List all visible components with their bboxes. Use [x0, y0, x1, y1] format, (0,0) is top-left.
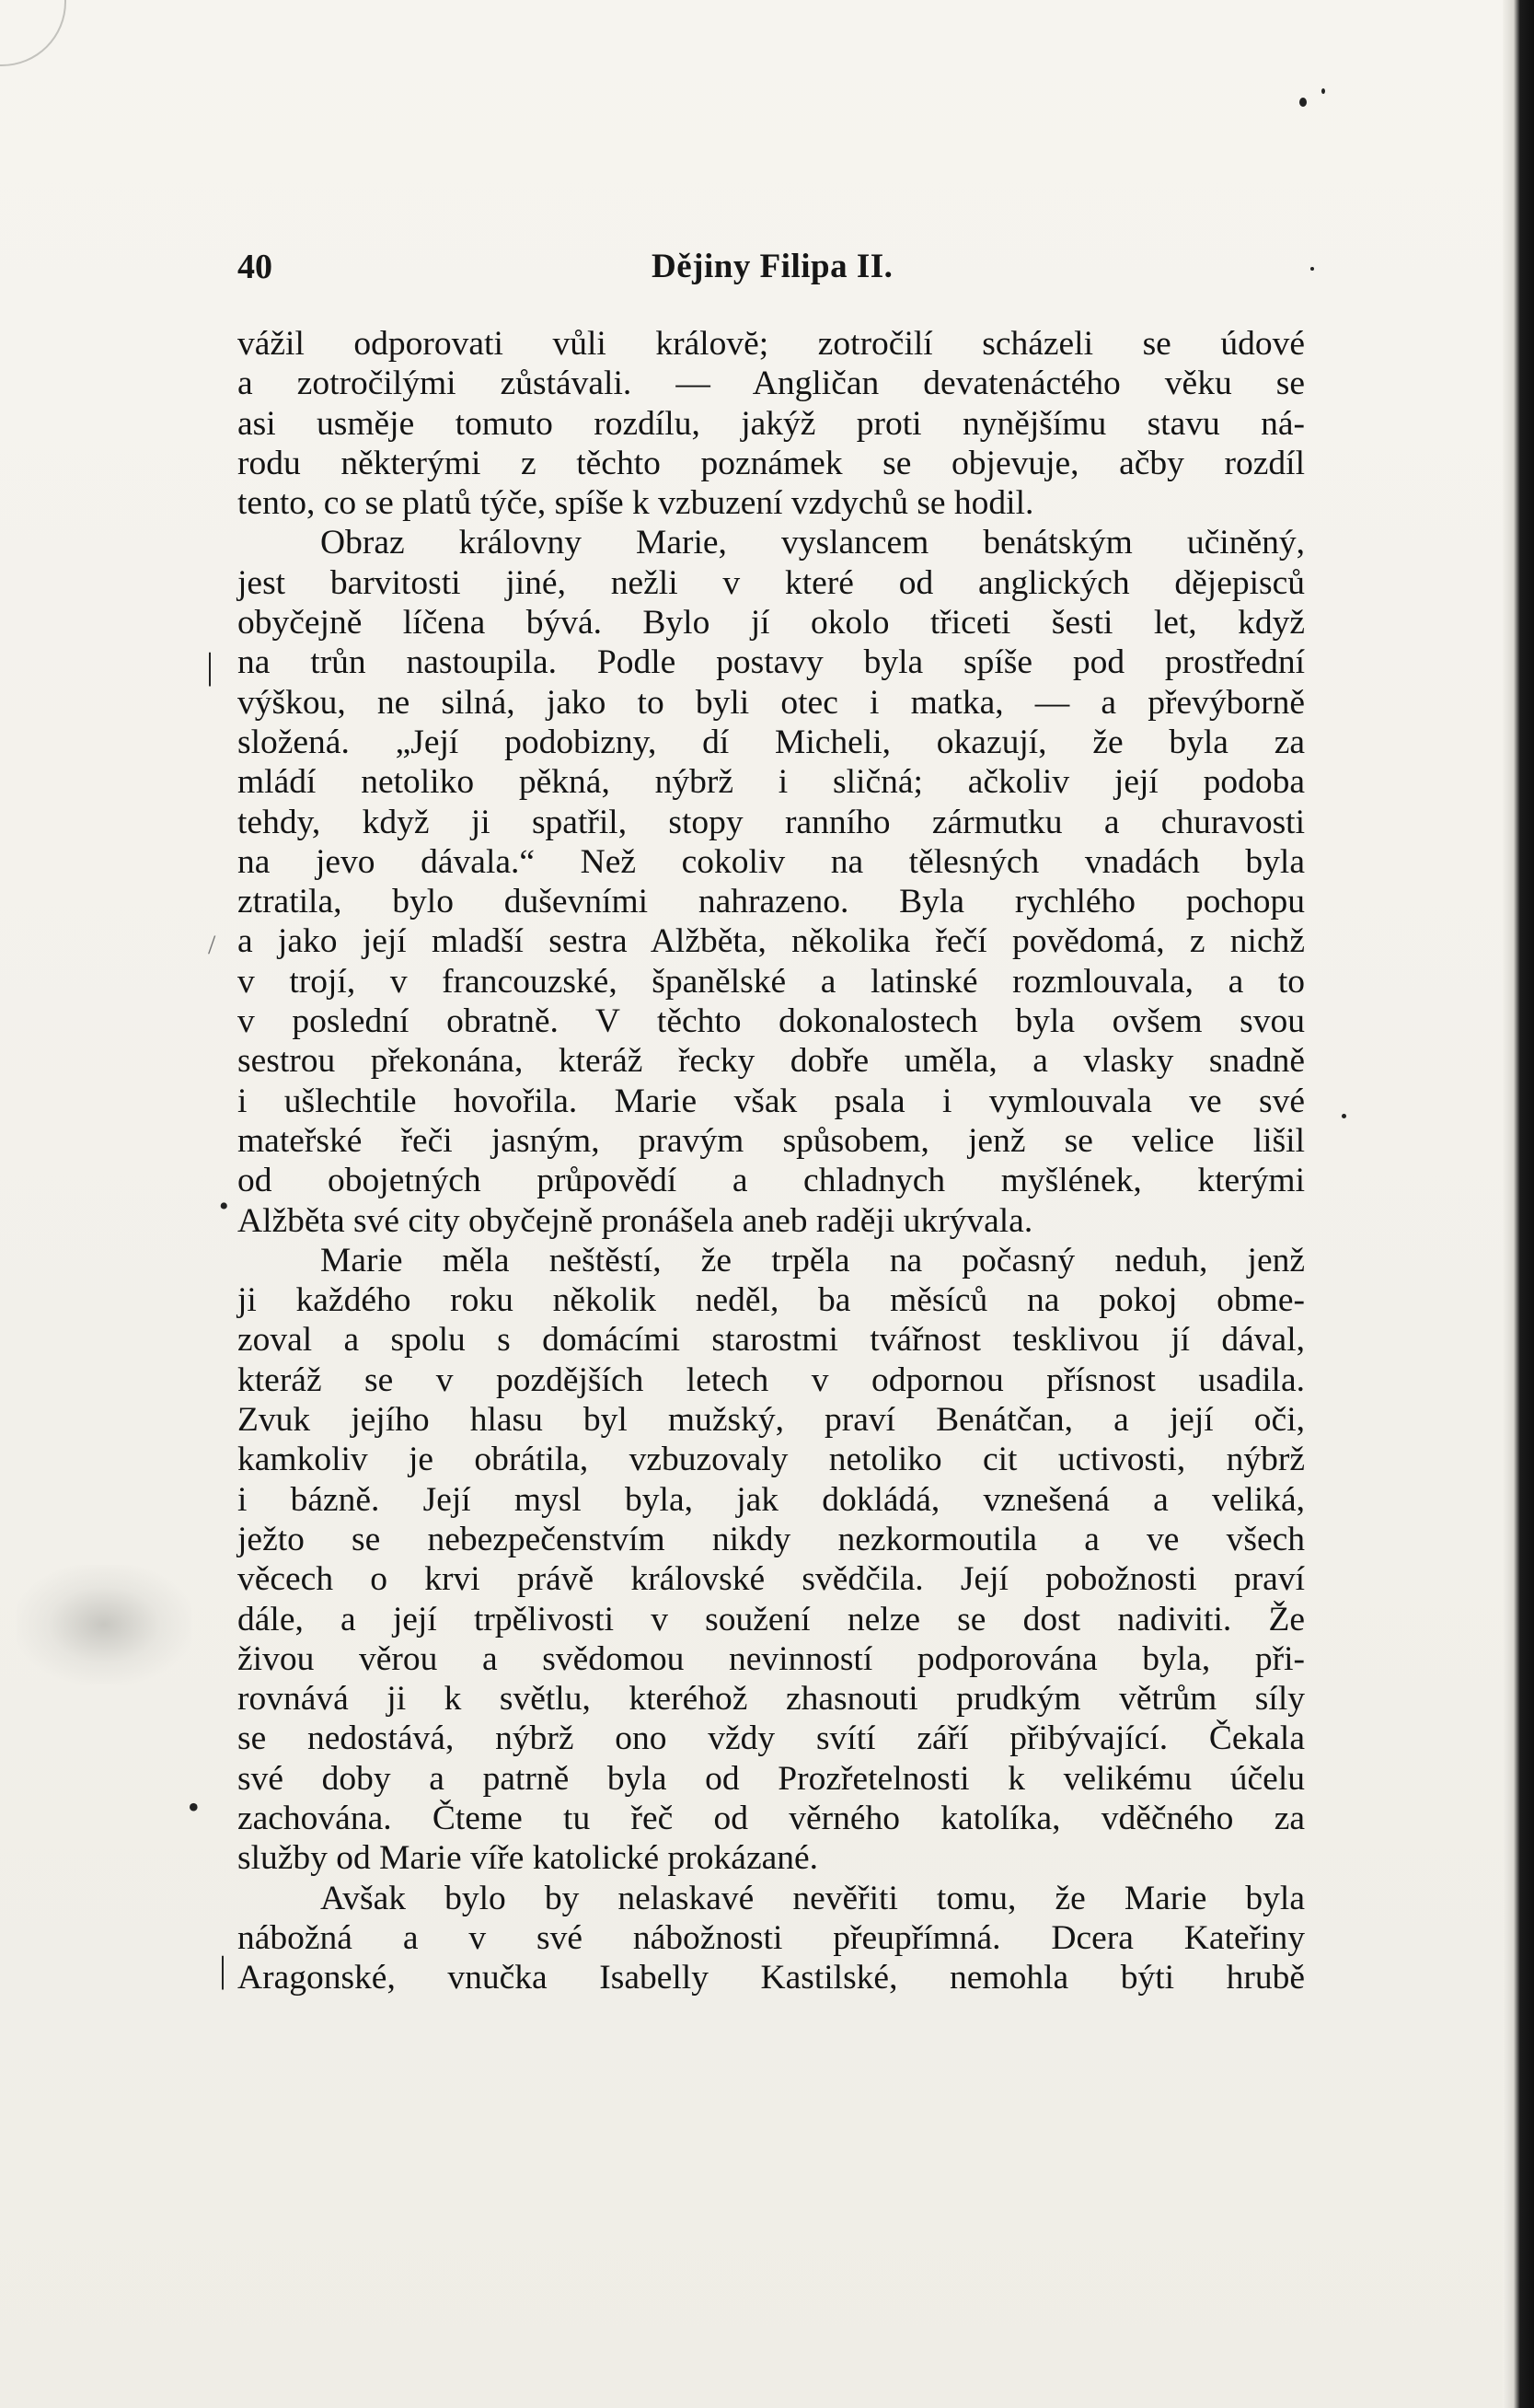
text-line: i bázně. Její mysl byla, jak dokládá, vznešená a veliká, — [237, 1480, 1305, 1519]
text-line: složená. „Její podobizny, dí Micheli, okazují, že byla za — [237, 723, 1305, 761]
margin-tick: | — [206, 645, 214, 687]
margin-bracket: | — [219, 1949, 227, 1990]
scan-smudge — [17, 1565, 191, 1684]
ink-speck — [1321, 88, 1325, 94]
text-line: v trojí, v francouzské, španělské a latinské rozmlouvala, a to — [237, 962, 1305, 1001]
text-line: tento, co se platů týče, spíše k vzbuzení vzdychů se hodil. — [237, 484, 1034, 523]
ink-speck — [1310, 267, 1314, 271]
text-line: nábožná a v své nábožnosti přeupřímná. Dcera Kateřiny — [237, 1918, 1305, 1957]
text-line: na trůn nastoupila. Podle postavy byla spíše pod prostřední — [237, 643, 1305, 682]
text-line: rovnává ji k světlu, kteréhož zhasnouti prudkým větrům síly — [237, 1680, 1305, 1719]
text-line: ježto se nebezpečenstvím nikdy nezkormoutila a ve všech — [237, 1520, 1305, 1558]
page-binding-edge — [1503, 0, 1534, 2408]
text-line: sestrou překonána, kteráž řecky dobře uměla, a vlasky snadně — [237, 1042, 1305, 1081]
text-line: vážil odporovati vůli královĕ; zotročilí scházeli se údové — [237, 325, 1305, 363]
text-line: Aragonské, vnučka Isabelly Kastilské, nemohla býti hrubě — [237, 1959, 1305, 1997]
text-line: Obraz královny Marie, vyslancem benátským učiněný, — [320, 524, 1305, 562]
margin-tick: / — [208, 930, 216, 960]
text-line: obyčejně líčena bývá. Bylo jí okolo třiceti šesti let, když — [237, 604, 1305, 643]
ink-speck — [1299, 98, 1307, 107]
text-line: kteráž se v pozdějších letech v odpornou přísnost usadila. — [237, 1360, 1305, 1399]
text-line: výškou, ne silná, jako to byli otec i matka, — a převýborně — [237, 683, 1305, 722]
text-line: od obojetných průpovědí a chladnych myšlének, kterými — [237, 1162, 1305, 1200]
text-line: zoval a spolu s domácími starostmi tvářnost tesklivou jí dával, — [237, 1321, 1305, 1360]
text-line: kamkoliv je obrátila, vzbuzovaly netoliko cit uctivosti, nýbrž — [237, 1441, 1305, 1479]
text-line: své doby a patrně byla od Prozřetelnosti k velikému účelu — [237, 1759, 1305, 1798]
running-title: Dějiny Filipa II. — [652, 248, 894, 285]
text-line: v poslední obratně. V těchto dokonalostech byla ovšem svou — [237, 1002, 1305, 1041]
text-line: a jako její mladší sestra Alžběta, několika řečí povědomá, z nichž — [237, 922, 1305, 961]
text-line: se nedostává, nýbrž ono vždy svítí září přibývající. Čekala — [237, 1719, 1305, 1758]
text-line: rodu některými z těchto poznámek se objevuje, ačby rozdíl — [237, 444, 1305, 482]
text-line: na jevo dávala.“ Než cokoliv na tělesných vnadách byla — [237, 842, 1305, 881]
text-line: zachována. Čteme tu řeč od věrného katolíka, vděčného za — [237, 1799, 1305, 1837]
text-line: věcech o krvi právě královské svědčila. Její pobožnosti praví — [237, 1560, 1305, 1599]
text-line: Alžběta své city obyčejně pronášela aneb raději ukrývala. — [237, 1201, 1033, 1240]
page-number: 40 — [237, 248, 272, 286]
text-line: dále, a její trpělivosti v soužení nelze se dost nadiviti. Že — [237, 1600, 1305, 1638]
text-line: mládí netoliko pěkná, nýbrž i sličná; ačkoliv její podoba — [237, 763, 1305, 802]
page-corner-fold — [0, 0, 66, 66]
text-line: mateřské řeči jasným, pravým spůsobem, jenž se velice lišil — [237, 1121, 1305, 1160]
margin-dot: • — [188, 1789, 200, 1825]
margin-dot: • — [219, 1191, 229, 1221]
text-line: Zvuk jejího hlasu byl mužský, praví Benátčan, a její oči, — [237, 1401, 1305, 1440]
text-line: živou věrou a svědomou nevinností podporována byla, při- — [237, 1639, 1305, 1678]
text-line: Avšak bylo by nelaskavé nevěřiti tomu, že Marie byla — [320, 1879, 1305, 1917]
text-line: služby od Marie víře katolické prokázané. — [237, 1839, 818, 1878]
text-line: jest barvitosti jiné, nežli v které od anglických dějepisců — [237, 563, 1305, 602]
text-line: asi usměje tomuto rozdílu, jakýž proti nynějšímu stavu ná- — [237, 404, 1305, 443]
text-line: a zotročilými zůstávali. — Angličan devatenáctého věku se — [237, 365, 1305, 403]
ink-speck — [1342, 1114, 1346, 1118]
text-line: Marie měla neštěstí, že trpěla na počasný neduh, jenž — [320, 1241, 1305, 1279]
text-line: i ušlechtile hovořila. Marie však psala i vymlouvala ve své — [237, 1082, 1305, 1120]
text-line: ji každého roku několik neděl, ba měsíců na pokoj obme- — [237, 1281, 1305, 1320]
body-text — [237, 324, 1305, 1997]
text-line: ztratila, bylo duševními nahrazeno. Byla rychlého pochopu — [237, 883, 1305, 921]
text-line: tehdy, když ji spatřil, stopy ranního zármutku a churavosti — [237, 803, 1305, 841]
page-header — [237, 247, 1305, 302]
